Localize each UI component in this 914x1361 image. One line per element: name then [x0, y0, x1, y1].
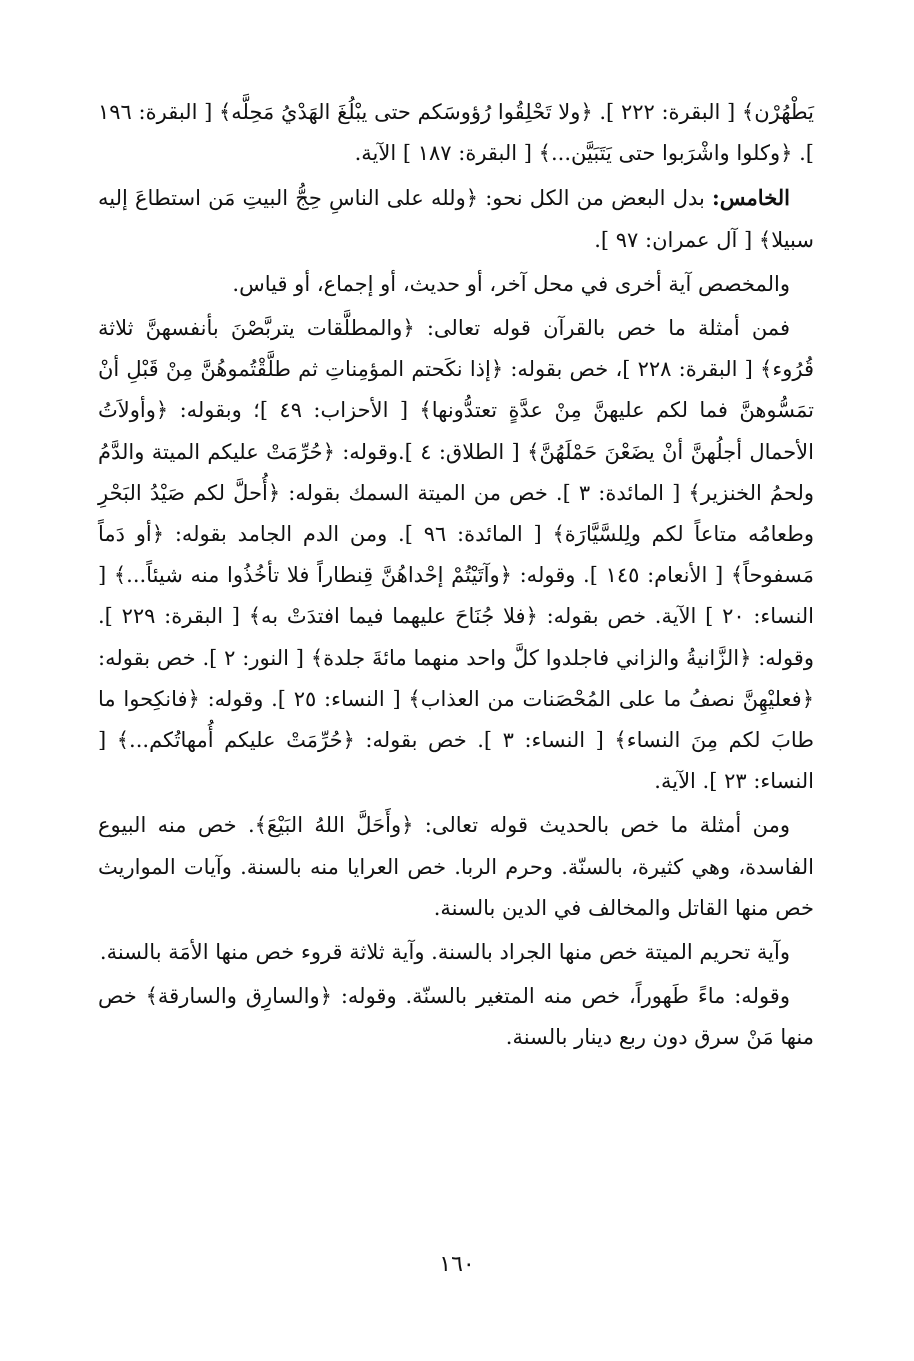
paragraph-text: بدل البعض من الكل نحو: ﴿ولله على الناسِ حِجُّ البيتِ مَن استطاعَ إليه سبيلا﴾ [ آل عمران: ٩٧ ]. [98, 186, 814, 252]
paragraph-6 [98, 932, 814, 973]
paragraph-text: وآية تحريم الميتة خص منها الجراد بالسنة. وآية ثلاثة قروء خص منها الأمَة بالسنة. [99, 940, 790, 965]
page-number: ١٦٠ [439, 1252, 475, 1277]
paragraph-text: يَطْهُرْن﴾ [ البقرة: ٢٢٢ ]. ﴿ولا تَحْلِقُوا رُؤوسَكم حتى يبْلُغَ الهَدْيُ مَحِلَّه﴾ [ البقرة: ١٩٦ ]. ﴿وكلوا واشْرَبوا حتى يَتَبَيَّن...﴾ [ البقرة: ١٨٧ ] الآية. [98, 100, 814, 166]
paragraph-4 [98, 308, 814, 802]
paragraph-text: والمخصص آية أخرى في محل آخر، أو حديث، أو إجماع، أو قياس. [232, 271, 790, 296]
paragraph-text: ومن أمثلة ما خص بالحديث قوله تعالى: ﴿وأَحَلَّ اللهُ البَيْعَ﴾. خص منه البيوع الفاسدة، وهي كثيرة، بالسنّة. وحرم الربا. خص العرايا منه بالسنة. وآيات المواريث خص منها القاتل والمخالف في الدين بالسنة. [98, 813, 814, 920]
body-text [98, 92, 814, 1059]
paragraph-2 [98, 177, 814, 260]
paragraph-5 [98, 805, 814, 929]
paragraph-3 [98, 264, 814, 305]
paragraph-lead: الخامس: [712, 185, 790, 211]
paragraph-7 [98, 976, 814, 1058]
paragraph-1 [98, 92, 814, 174]
paragraph-text: فمن أمثلة ما خص بالقرآن قوله تعالى: ﴿والمطلَّقات يتربَّصْنَ بأنفسهنَّ ثلاثة قُرُوء﴾ [ البقرة: ٢٢٨ ]، خص بقوله: ﴿إذا نكَحتم المؤمِناتِ ثم طلَّقْتُموهُنَّ مِنْ قَبْلِ أنْ تمَسُّوهنَّ فما لكم عليهنَّ مِنْ عدَّةٍ تعتدُّونها﴾ [ الأحزاب: ٤٩ ]؛ وبقوله: ﴿وأولاَتُ الأحمال أجلُهنَّ أنْ يضَعْنَ حَمْلَهُنَّ﴾ [ الطلاق: ٤ ].وقوله: ﴿حُرِّمَتْ عليكم الميتة والدَّمُ ولحمُ الخنزير﴾ [ المائدة: ٣ ]. خص من الميتة السمك بقوله: ﴿أُحلَّ لكم صَيْدُ البَحْرِ وطعامُه متاعاً لكم ولِلسَّيَّارَة﴾ [ المائدة: ٩٦ ]. ومن الدم الجامد بقوله: ﴿أو دَماً مَسفوحاً﴾ [ الأنعام: ١٤٥ ]. وقوله: ﴿وآتَيْتُمْ إحْداهُنَّ قِنطاراً فلا تأخُذُوا منه شيئاً...﴾ [ النساء: ٢٠ ] الآية. خص بقوله: ﴿فلا جُنَاحَ عليهما فيما افتدَتْ به﴾ [ البقرة: ٢٢٩ ]. وقوله: ﴿الزَّانيةُ والزاني فاجلدوا كلَّ واحد منهما مائةَ جلدة﴾ [ النور: ٢ ]. خص بقوله: ﴿فعليْهِنَّ نصفُ ما على المُحْصَنات من العذاب﴾ [ النساء: ٢٥ ]. وقوله: ﴿فانكِحوا ما طابَ لكم مِنَ النساء﴾ [ النساء: ٣ ]. خص بقوله: ﴿حُرِّمَتْ عليكم أُمهاتُكم...﴾ [ النساء: ٢٣ ]. الآية. [98, 316, 815, 794]
paragraph-text: وقوله: ماءً طَهوراً، خص منه المتغير بالسنّة. وقوله: ﴿والسارِق والسارقة﴾ خص منها مَنْ سرق دون ربع دينار بالسنة. [98, 984, 814, 1050]
